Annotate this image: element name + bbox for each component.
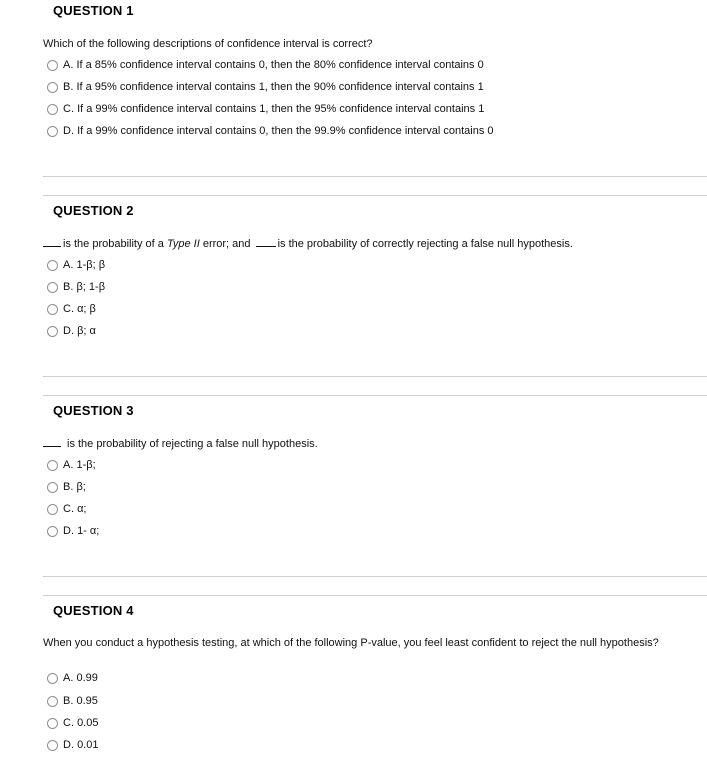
option-label: B.: [63, 81, 74, 93]
question-4-option-c[interactable]: [47, 715, 98, 731]
option-text: 0.01: [77, 739, 99, 751]
question-2-option-c[interactable]: [47, 301, 96, 317]
option-text: 1- α;: [77, 525, 100, 537]
radio-button[interactable]: [47, 718, 58, 729]
prompt-text: is the probability of a: [63, 238, 167, 250]
answer-blank: [43, 236, 61, 247]
answer-blank: [256, 236, 276, 247]
radio-button[interactable]: [47, 673, 58, 684]
question-3-option-b[interactable]: [47, 479, 86, 495]
radio-button[interactable]: [47, 304, 58, 315]
divider: [43, 176, 707, 177]
radio-button[interactable]: [47, 104, 58, 115]
option-label: D.: [63, 125, 74, 137]
question-4-option-b[interactable]: [47, 693, 98, 709]
question-2-title: QUESTION 2: [53, 203, 134, 218]
radio-button[interactable]: [47, 482, 58, 493]
option-text: α; β: [77, 303, 96, 315]
option-label: B.: [63, 695, 74, 707]
option-label: B.: [63, 481, 74, 493]
option-label: C.: [63, 717, 74, 729]
prompt-italic-text: Type II: [166, 238, 200, 250]
option-label: A.: [63, 459, 74, 471]
question-4-option-d[interactable]: [47, 737, 98, 753]
question-3-option-a[interactable]: [47, 457, 96, 473]
question-4-prompt: When you conduct a hypothesis testing, at which of the following P-value, you feel least confident to reject the null hypothesis?: [43, 637, 659, 649]
question-3-option-c[interactable]: [47, 501, 86, 517]
prompt-text: error; and: [199, 238, 251, 250]
radio-button[interactable]: [47, 260, 58, 271]
question-3-prompt: [43, 436, 663, 452]
option-text: If a 99% confidence interval contains 0, then the 99.9% confidence interval contains 0: [77, 125, 494, 137]
option-text: 1-β; β: [76, 259, 106, 271]
prompt-text: is the probability of rejecting a false null hypothesis.: [67, 438, 318, 450]
prompt-text: is the probability of correctly rejecting a false null hypothesis.: [277, 238, 573, 250]
radio-button[interactable]: [47, 504, 58, 515]
option-text: If a 99% confidence interval contains 1, then the 95% confidence interval contains 1: [77, 103, 485, 115]
question-1-option-d[interactable]: [47, 123, 494, 139]
option-label: A.: [63, 259, 74, 271]
option-text: 0.99: [76, 672, 98, 684]
question-3-option-d[interactable]: [47, 523, 99, 539]
option-label: A.: [63, 59, 74, 71]
divider: [43, 195, 707, 196]
answer-blank: [43, 436, 61, 447]
radio-button[interactable]: [47, 126, 58, 137]
radio-button[interactable]: [47, 526, 58, 537]
option-text: α;: [77, 503, 87, 515]
radio-button[interactable]: [47, 60, 58, 71]
radio-button[interactable]: [47, 740, 58, 751]
option-label: D.: [63, 739, 74, 751]
option-text: β; 1-β: [76, 281, 106, 293]
radio-button[interactable]: [47, 326, 58, 337]
question-1-option-c[interactable]: [47, 101, 484, 117]
option-text: β; α: [77, 325, 96, 337]
option-label: D.: [63, 325, 74, 337]
question-1-prompt: Which of the following descriptions of confidence interval is correct?: [43, 38, 373, 50]
option-label: D.: [63, 525, 74, 537]
question-4-option-a[interactable]: [47, 670, 98, 686]
question-3-title: QUESTION 3: [53, 403, 134, 418]
question-1-title: QUESTION 1: [53, 3, 134, 18]
option-text: If a 85% confidence interval contains 0, then the 80% confidence interval contains 0: [76, 59, 484, 71]
option-text: If a 95% confidence interval contains 1, then the 90% confidence interval contains 1: [76, 81, 484, 93]
option-label: C.: [63, 103, 74, 115]
question-2-prompt: [43, 236, 663, 252]
question-2-option-d[interactable]: [47, 323, 96, 339]
radio-button[interactable]: [47, 82, 58, 93]
option-text: 0.05: [77, 717, 99, 729]
divider: [43, 576, 707, 577]
radio-button[interactable]: [47, 696, 58, 707]
option-label: A.: [63, 672, 74, 684]
option-text: β;: [76, 481, 86, 493]
divider: [43, 395, 707, 396]
option-label: C.: [63, 303, 74, 315]
question-4-title: QUESTION 4: [53, 603, 134, 618]
divider: [43, 595, 707, 596]
option-text: 1-β;: [76, 459, 96, 471]
question-1-option-b[interactable]: [47, 79, 484, 95]
option-text: 0.95: [76, 695, 98, 707]
radio-button[interactable]: [47, 460, 58, 471]
option-label: C.: [63, 503, 74, 515]
question-2-option-b[interactable]: [47, 279, 105, 295]
option-label: B.: [63, 281, 74, 293]
question-2-option-a[interactable]: [47, 257, 105, 273]
question-1-option-a[interactable]: [47, 57, 484, 73]
divider: [43, 376, 707, 377]
radio-button[interactable]: [47, 282, 58, 293]
